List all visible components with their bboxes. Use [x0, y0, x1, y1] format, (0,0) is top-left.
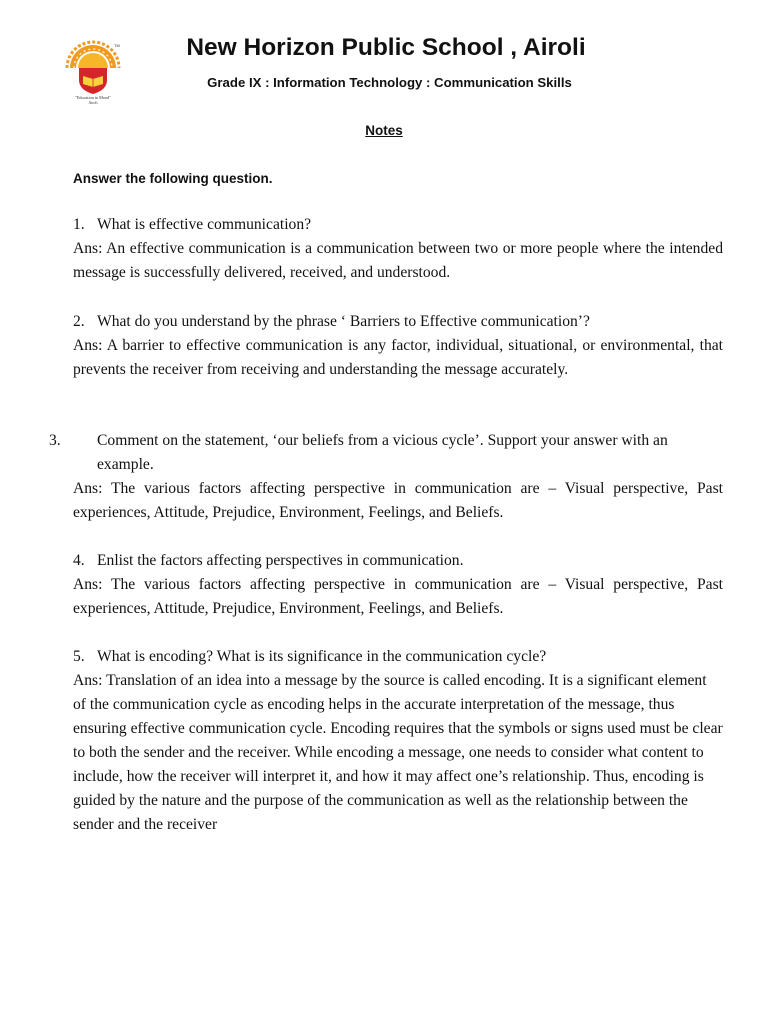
- question-text: What is effective communication?: [97, 216, 312, 233]
- qa-item-3: [49, 429, 723, 525]
- logo-place: Airoli: [88, 101, 98, 105]
- qa-item-1: [73, 213, 723, 285]
- notes-heading: Notes: [365, 123, 403, 138]
- question-number: 3.: [49, 432, 61, 449]
- question-number: 4.: [73, 552, 85, 569]
- qa-item-2: [73, 310, 723, 382]
- question-text: Comment on the statement, ‘our beliefs from a vicious cycle’. Support your answer with an example.: [97, 432, 668, 473]
- question-text: What do you understand by the phrase ‘ Barriers to Effective communication’?: [97, 313, 590, 330]
- qa-item-5: [73, 645, 723, 837]
- question-number: 1.: [73, 216, 85, 233]
- question-1: [73, 213, 723, 237]
- question-4: [73, 549, 723, 573]
- answer-5: Ans: Translation of an idea into a message by the source is called encoding. It is a significant element of the communication cycle as encoding helps in the accurate interpretation of the message, thus ensuring effective communication cycle. Encoding requires that the symbols or signs used must be clear to both the sender and the receiver. While encoding a message, one needs to consider what content to include, how the receiver will interpret it, and how it may affect one’s relationship. Thus, encoding is guided by the nature and the purpose of the communication as well as the relationship between the sender and the receiver: [73, 672, 723, 833]
- answer-3: Ans: The various factors affecting perspective in communication are – Visual perspective, Past experiences, Attitude, Prejudice, Environment, Feelings, and Beliefs.: [73, 480, 723, 521]
- instruction-text: Answer the following question.: [73, 171, 273, 186]
- logo-motto: "Education in Mood": [75, 95, 111, 100]
- answer-1: Ans: An effective communication is a communication between two or more people where the intended message is successfully delivered, received, and understood.: [73, 240, 723, 281]
- question-text: What is encoding? What is its significance in the communication cycle?: [97, 648, 547, 665]
- question-text: Enlist the factors affecting perspectives in communication.: [97, 552, 464, 569]
- question-number: 2.: [73, 313, 85, 330]
- question-number: 5.: [73, 648, 85, 665]
- qa-item-4: [73, 549, 723, 621]
- school-name: New Horizon Public School , Airoli: [186, 34, 586, 61]
- logo-tm: TM: [114, 43, 120, 48]
- course-subtitle: Grade IX : Information Technology : Communication Skills: [207, 75, 572, 90]
- question-2: [73, 310, 723, 334]
- answer-2: Ans: A barrier to effective communication is any factor, individual, situational, or environmental, that prevents the receiver from receiving and understanding the message accurately.: [73, 337, 723, 378]
- answer-4: Ans: The various factors affecting perspective in communication are – Visual perspective, Past experiences, Attitude, Prejudice, Environment, Feelings, and Beliefs.: [73, 576, 723, 617]
- question-5: [73, 645, 723, 669]
- question-3: [49, 429, 723, 477]
